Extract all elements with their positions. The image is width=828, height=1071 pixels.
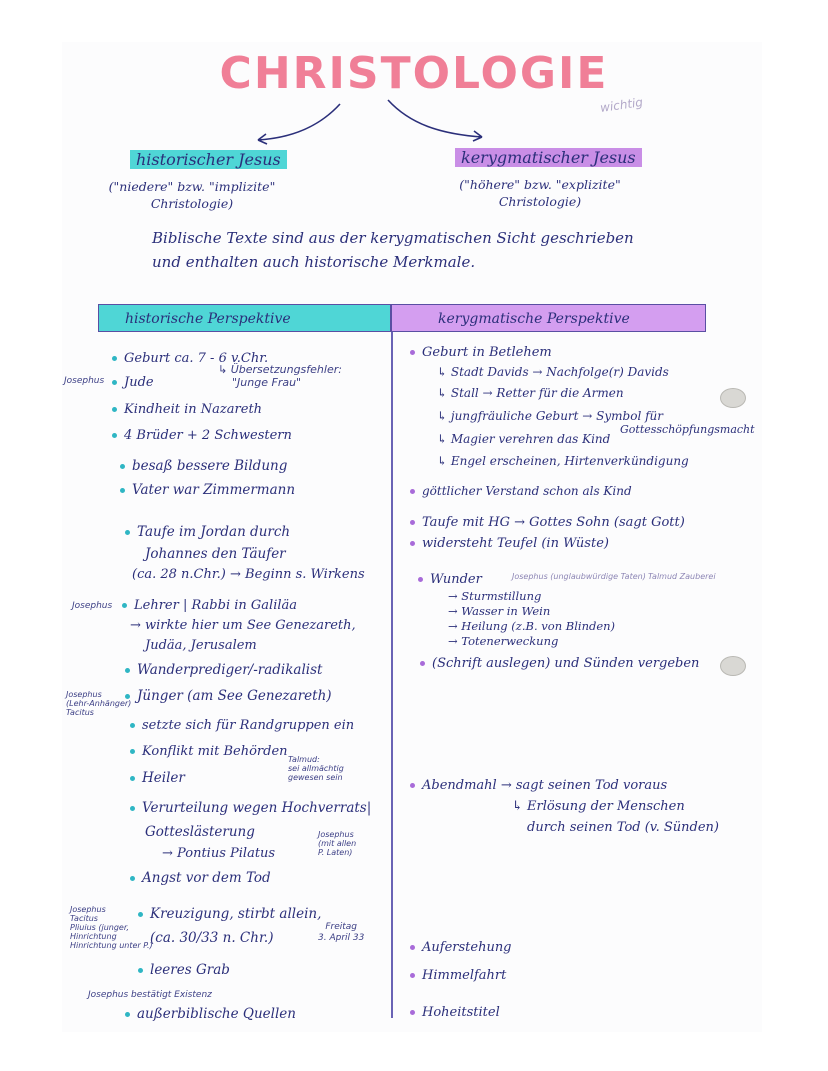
list-item: Abendmahl → sagt seinen Tod voraus [410, 777, 667, 795]
page-title: CHRISTOLOGIE [219, 48, 609, 99]
list-item: außerbiblische Quellen [125, 1005, 296, 1023]
list-item: widersteht Teufel (in Wüste) [410, 535, 609, 553]
intro-text: Biblische Texte sind aus der kerygmatischen Sicht geschrieben und enthalten auch historische Merkmale. [152, 229, 634, 271]
list-item-cont: → Pontius Pilatus [162, 846, 276, 861]
list-item: Himmelfahrt [410, 967, 506, 985]
uebersetzung-note-2: "Junge Frau" [232, 376, 302, 389]
margin-note: Josephus [64, 376, 105, 386]
list-item: (Schrift auslegen) und Sünden vergeben [420, 655, 699, 673]
kerygmatic-jesus-heading: kerygmatischer Jesus [455, 148, 642, 167]
list-item: Angst vor dem Tod [130, 869, 271, 887]
margin-note: Josephus [72, 601, 113, 611]
list-item: Taufe mit HG → Gottes Sohn (sagt Gott) [410, 514, 685, 532]
list-subitem: ↳ Erlösung der Menschen [512, 799, 685, 814]
list-subitem-cont: durch seinen Tod (v. Sünden) [527, 820, 719, 835]
wunder-note: Josephus (unglaubwürdige Taten) [512, 572, 646, 581]
list-item: Kreuzigung, stirbt allein, [138, 905, 321, 923]
list-item: Vater war Zimmermann [120, 481, 295, 499]
list-item-cont: (ca. 28 n.Chr.) → Beginn s. Wirkens [132, 567, 365, 582]
list-subitem: ↳ Stall → Retter für die Armen [437, 386, 624, 400]
list-subitem: ↳ Stadt Davids → Nachfolge(r) Davids [437, 365, 669, 379]
list-item: Jünger (am See Genezareth) [125, 687, 332, 705]
wichtig-note: wichtig [599, 95, 644, 115]
list-subitem: → Heilung (z.B. von Blinden) [448, 619, 616, 633]
list-item: Auferstehung [410, 939, 512, 957]
list-item: Verurteilung wegen Hochverrats| [130, 799, 371, 817]
grab-note: Josephus bestätigt Existenz [88, 990, 212, 1000]
margin-note: Josephus (Lehr-Anhänger) Tacitus [66, 690, 132, 717]
list-item: Hoheitstitel [410, 1004, 500, 1022]
list-subitem: ↳ jungfräuliche Geburt → Symbol für [437, 409, 664, 423]
list-subitem: → Sturmstillung [448, 589, 542, 603]
column-divider [391, 332, 393, 1018]
pilatus-note: Josephus (mit allen P. Laten) [318, 830, 357, 857]
kerygmatic-jesus-sub: ("höhere" bzw. "explizite" Christologie) [459, 177, 621, 209]
list-item: Taufe im Jordan durch [125, 523, 290, 541]
list-item-cont: Johannes den Täufer [145, 546, 286, 562]
punch-hole [720, 388, 746, 408]
list-item: Wanderprediger/-radikalist [125, 661, 322, 679]
list-item: setzte sich für Randgruppen ein [130, 717, 354, 735]
list-item: besaß bessere Bildung [120, 457, 287, 475]
list-item: Konflikt mit Behörden [130, 743, 288, 761]
freitag-note: Freitag 3. April 33 [318, 922, 365, 943]
list-item-cont: Judäa, Jerusalem [145, 638, 257, 653]
list-item: Geburt in Betlehem [410, 344, 552, 362]
list-item: Wunder [418, 571, 482, 589]
list-item-cont: → wirkte hier um See Genezareth, [130, 618, 356, 633]
uebersetzung-note: ↳ Übersetzungsfehler: [218, 363, 342, 376]
list-item: Jude [112, 374, 154, 392]
list-subitem: ↳ Engel erscheinen, Hirtenverkündigung [437, 454, 689, 468]
list-subitem: → Totenerweckung [448, 634, 559, 648]
list-subitem-cont: Gottesschöpfungsmacht [620, 423, 755, 436]
list-item: Geburt ca. 7 - 6 v.Chr. [112, 350, 268, 368]
list-item: Heiler [130, 769, 185, 787]
list-item: leeres Grab [138, 961, 230, 979]
historical-jesus-sub: ("niedere" bzw. "implizite" Christologie) [108, 179, 276, 211]
list-subitem: ↳ Magier verehren das Kind [437, 432, 611, 446]
list-item-cont: (ca. 30/33 n. Chr.) [150, 930, 274, 946]
list-item: 4 Brüder + 2 Schwestern [112, 427, 292, 445]
historical-jesus-heading: historischer Jesus [130, 150, 287, 169]
wunder-note-2: Talmud Zauberei [648, 572, 716, 581]
talmud-note: Talmud: sei allmächtig gewesen sein [288, 755, 344, 782]
list-item: Lehrer | Rabbi in Galiläa [122, 597, 297, 615]
kerygmatic-perspective-header: kerygmatische Perspektive [391, 304, 706, 332]
list-item: göttlicher Verstand schon als Kind [410, 482, 632, 500]
list-subitem: → Wasser in Wein [448, 604, 551, 618]
historical-perspective-header: historische Perspektive [98, 304, 391, 332]
punch-hole [720, 656, 746, 676]
list-item-cont: Gotteslästerung [145, 824, 255, 840]
list-item: Kindheit in Nazareth [112, 401, 262, 419]
margin-note: Josephus Tacitus Pliuius (junger, Hinrichtung Hinrichtung unter P.) [70, 905, 153, 950]
